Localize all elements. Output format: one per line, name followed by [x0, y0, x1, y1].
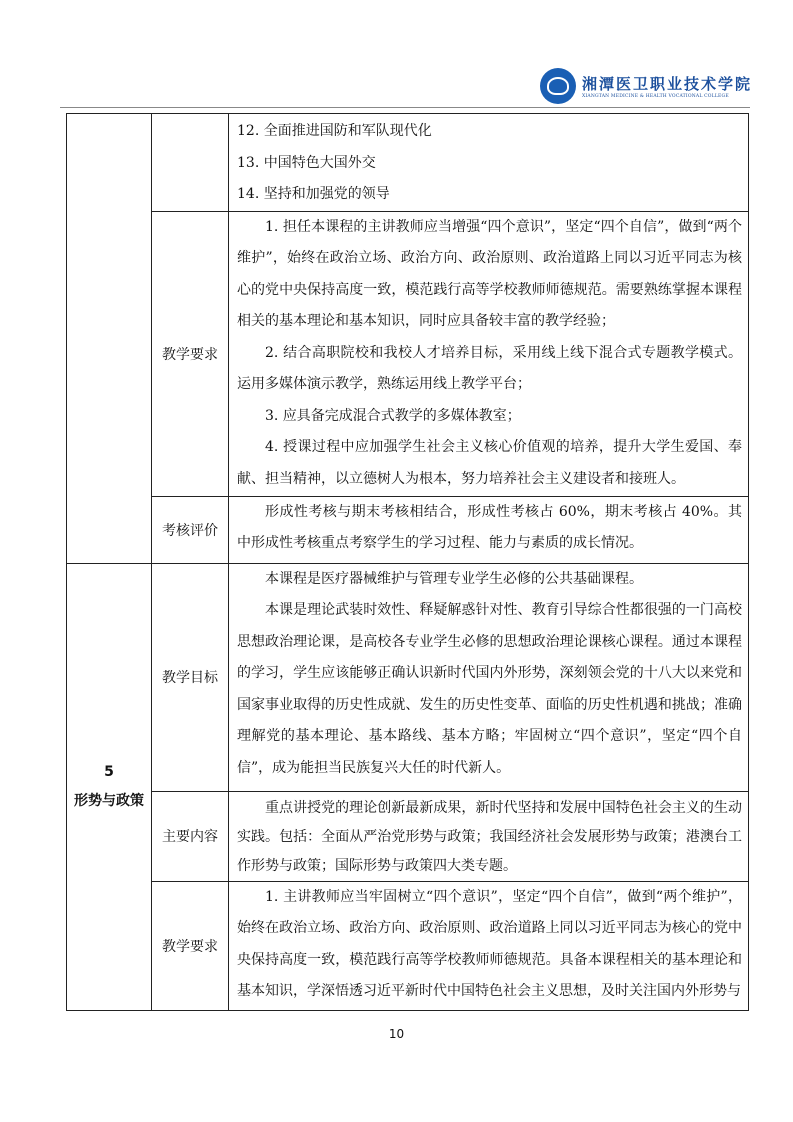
school-name-en: XIANGTAN MEDICINE & HEALTH VOCATIONAL COLLEGE: [582, 94, 729, 99]
page-number: 10: [388, 1027, 405, 1041]
paragraph: 3. 应具备完成混合式教学的多媒体教室；: [265, 407, 521, 424]
row-label: 教学要求: [152, 211, 229, 496]
row-label: 考核评价: [152, 496, 229, 563]
list-item: 13. 中国特色大国外交: [237, 154, 376, 171]
table-row: [67, 496, 749, 563]
course-table: [66, 113, 749, 1011]
paragraph: 4. 授课过程中应加强学生社会主义核心价值观的培养，提升大学生爱国、奉献、担当精神，以立德树人为根本，努力培养社会主义建设者和接班人。: [237, 439, 742, 487]
table-row: [67, 211, 749, 496]
paragraph: 本课程是医疗器械维护与管理专业学生必修的公共基础课程。: [265, 570, 643, 587]
row-content: [229, 881, 749, 1010]
row-content: [229, 791, 749, 881]
table-row: [67, 881, 749, 1010]
paragraph: 1. 担任本课程的主讲教师应当增强“四个意识”，坚定“四个自信”，做到“两个维护”，始终在政治立场、政治方向、政治原则、政治道路上同以习近平同志为核心的党中央保持高度一致，模范践行高等学校教师师德规范。需要熟练掌握本课程相关的基本理论和基本知识，同时应具备较丰富的教学经验；: [237, 218, 742, 329]
header-rule: [60, 107, 750, 108]
paragraph: 2. 结合高职院校和我校人才培养目标，采用线上线下混合式专题教学模式。运用多媒体演示教学，熟练运用线上教学平台；: [237, 344, 742, 392]
label-cell: [152, 114, 229, 212]
list-item: 14. 坚持和加强党的领导: [237, 186, 390, 202]
row-label: 教学目标: [152, 563, 229, 791]
paragraph: 1. 主讲教师应当牢固树立“四个意识”，坚定“四个自信”，做到“两个维护”，始终在政治立场、政治方向、政治原则、政治道路上同以习近平同志为核心的党中央保持高度一致，模范践行高等学校教师师德规范。具备本课程相关的基本理论和基本知识，学深悟透习近平新时代中国特色社会主义思想，及时关注国内外形势与: [237, 888, 742, 999]
row-content: [229, 496, 749, 563]
table-row: [67, 114, 749, 212]
paragraph: 形成性考核与期末考核相结合，形成性考核占 60%，期末考核占 40%。其中形成性考核重点考察学生的学习过程、能力与素质的成长情况。: [237, 503, 742, 551]
list-item: 12. 全面推进国防和军队现代化: [237, 123, 432, 139]
school-name-cn: 湘潭医卫职业技术学院: [582, 75, 753, 93]
table-row: [67, 791, 749, 881]
course-name: 形势与政策: [74, 792, 144, 809]
course-cell-empty: [67, 114, 152, 564]
paragraph: 本课是理论武装时效性、释疑解惑针对性、教育引导综合性都很强的一门高校思想政治理论课，是高校各专业学生必修的思想政治理论课核心课程。通过本课程的学习，学生应该能够正确认识新时代国内外形势，深刻领会党的十八大以来党和国家事业取得的历史性成就、发生的历史性变革、面临的历史性机遇和挑战；准确理解党的基本理论、基本路线、基本方略；牢固树立“四个意识”，坚定“四个自信”，成为能担当民族复兴大任的时代新人。: [237, 602, 742, 776]
row-content: [229, 563, 749, 791]
paragraph: 重点讲授党的理论创新最新成果，新时代坚持和发展中国特色社会主义的生动实践。包括：全面从严治党形势与政策；我国经济社会发展形势与政策；港澳台工作形势与政策；国际形势与政策四大类专题。: [237, 799, 742, 874]
college-seal-icon: [540, 68, 576, 104]
college-logo: [540, 68, 752, 104]
content-list: [229, 114, 749, 212]
course-cell: [67, 563, 152, 1010]
row-label: 教学要求: [152, 881, 229, 1010]
row-label: 主要内容: [152, 791, 229, 881]
table-row: [67, 563, 749, 791]
row-content: [229, 211, 749, 496]
course-number: 5: [104, 763, 114, 780]
